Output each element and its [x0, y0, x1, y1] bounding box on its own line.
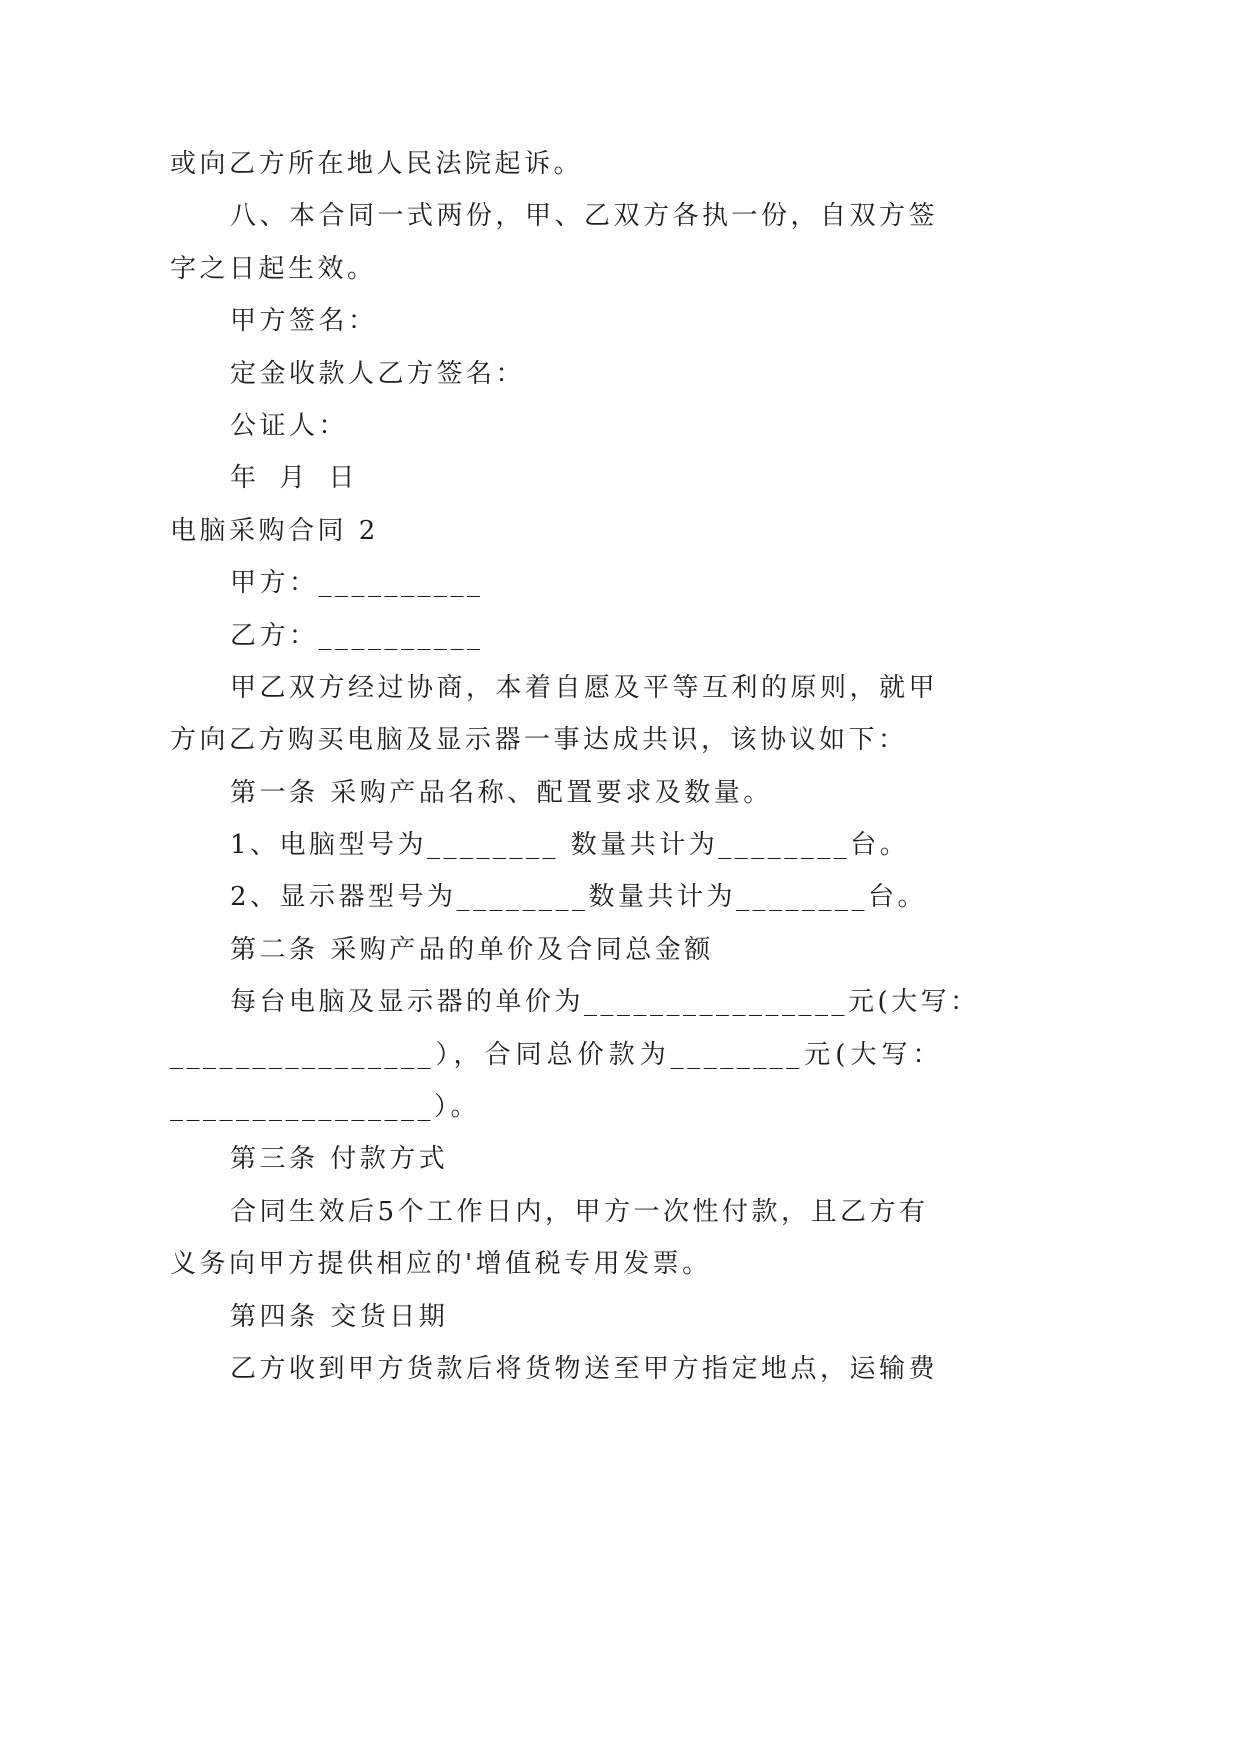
article-3-line-2: 义务向甲方提供相应的'增值税专用发票。 — [170, 1249, 712, 1280]
article-1-item-monitor: 2、显示器型号为________数量共计为________台。 — [230, 882, 928, 913]
notary-signature: 公证人： — [230, 410, 349, 441]
article-2-line-2: ________________），合同总价款为________元(大写： — [170, 1039, 942, 1070]
article-1-item-computer: 1、电脑型号为________ 数量共计为________台。 — [230, 830, 910, 861]
contract-title: 电脑采购合同 2 — [170, 515, 379, 546]
article-4-line-1: 乙方收到甲方货款后将货物送至甲方指定地点，运输费 — [230, 1353, 939, 1384]
deposit-receiver-signature: 定金收款人乙方签名： — [230, 358, 526, 389]
previous-clause-continuation: 或向乙方所在地人民法院起诉。 — [170, 149, 584, 179]
article-2-line-3: ________________）。 — [170, 1092, 481, 1123]
article-4-heading: 第四条 交货日期 — [230, 1301, 449, 1332]
preamble-line-1: 甲乙双方经过协商，本着自愿及平等互利的原则，就甲 — [230, 672, 939, 703]
article-2-line-1: 每台电脑及显示器的单价为________________元(大写： — [230, 987, 980, 1018]
article-1-heading: 第一条 采购产品名称、配置要求及数量。 — [230, 777, 773, 808]
contract-party-b: 乙方：__________ — [230, 620, 484, 651]
contract-party-a: 甲方：__________ — [230, 568, 484, 599]
article-8-line-1: 八、本合同一式两份，甲、乙双方各执一份，自双方签 — [230, 201, 939, 232]
preamble-line-2: 方向乙方购买电脑及显示器一事达成共识，该协议如下： — [170, 725, 908, 756]
article-3-line-1: 合同生效后5个工作日内，甲方一次性付款，且乙方有 — [230, 1196, 929, 1227]
signature-date: 年 月 日 — [230, 463, 359, 494]
party-a-signature: 甲方签名： — [230, 306, 378, 337]
document-text — [170, 138, 980, 1395]
article-8-line-2: 字之日起生效。 — [170, 253, 377, 284]
article-3-heading: 第三条 付款方式 — [230, 1144, 449, 1175]
article-2-heading: 第二条 采购产品的单价及合同总金额 — [230, 934, 714, 965]
